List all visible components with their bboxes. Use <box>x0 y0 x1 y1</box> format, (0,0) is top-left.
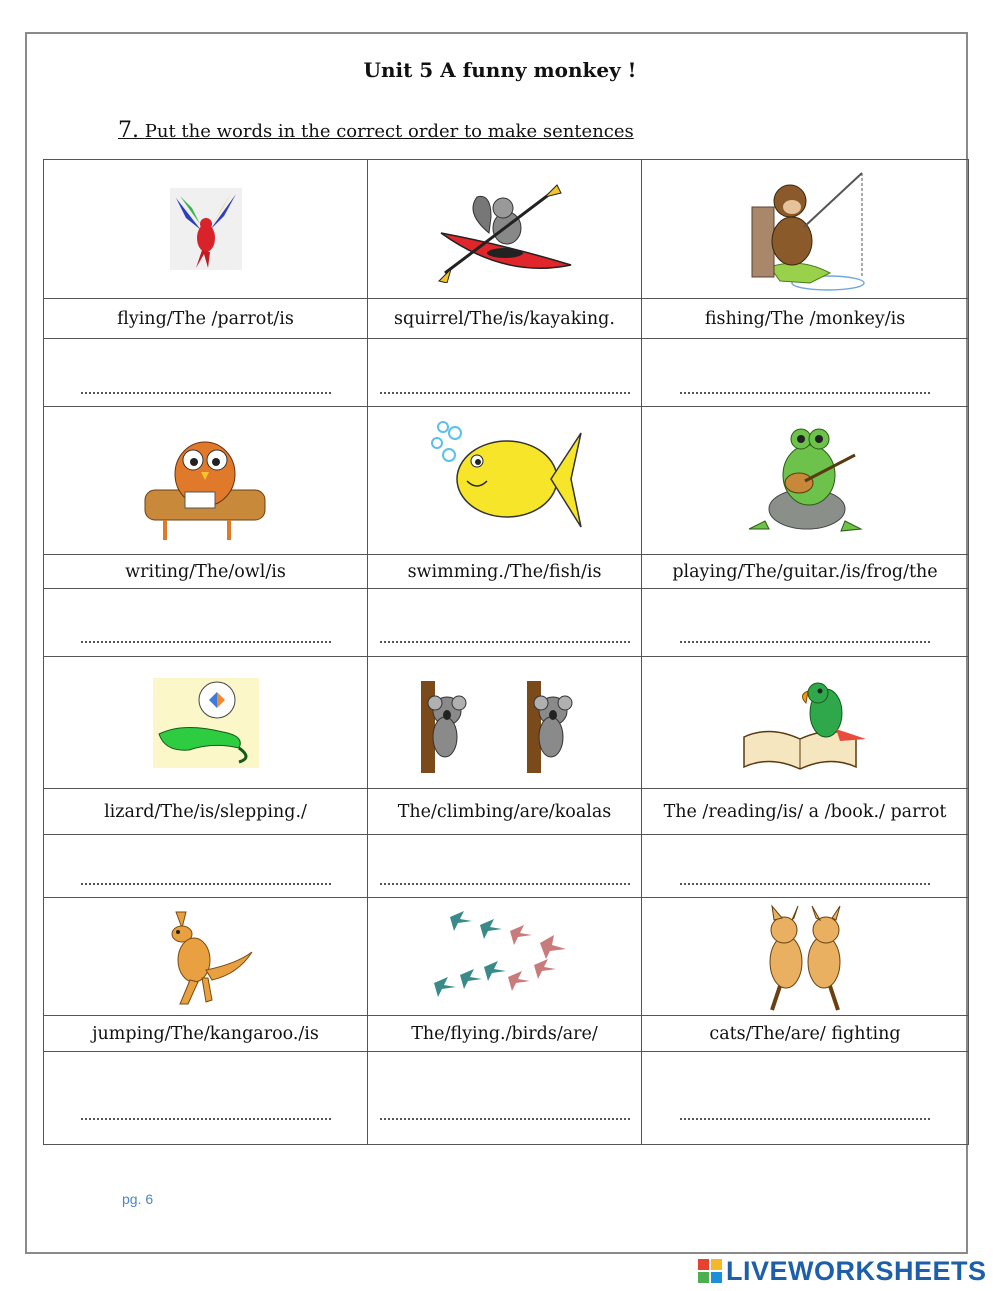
logo-icon <box>698 1259 722 1283</box>
scrambled-words: playing/The/guitar./is/frog/the <box>642 555 969 589</box>
fish-swimming-picture <box>425 419 585 543</box>
liveworksheets-logo <box>698 1257 987 1285</box>
answer-field[interactable] <box>44 339 368 407</box>
picture-cell <box>642 407 969 555</box>
picture-cell <box>44 160 368 299</box>
scrambled-words: The/climbing/are/koalas <box>368 789 642 835</box>
picture-cell <box>368 657 642 789</box>
monkey-fishing-picture <box>740 167 870 295</box>
picture-cell <box>642 657 969 789</box>
parrot-reading-picture <box>740 677 870 777</box>
scrambled-words: The /reading/is/ a /book./ parrot <box>642 789 969 835</box>
scrambled-words: writing/The/owl/is <box>44 555 368 589</box>
exercise-number: 7. <box>118 118 139 143</box>
page-number: pg. 6 <box>122 1191 154 1207</box>
scrambled-words: The/flying./birds/are/ <box>368 1016 642 1052</box>
answer-field[interactable] <box>368 589 642 657</box>
instruction-text: Put the words in the correct order to make sentences <box>144 121 634 142</box>
lizard-sleeping-picture <box>153 678 259 768</box>
picture-cell <box>44 898 368 1016</box>
answer-field[interactable] <box>44 1052 368 1145</box>
scrambled-words: squirrel/The/is/kayaking. <box>368 299 642 339</box>
answer-field[interactable] <box>642 339 969 407</box>
worksheet-title: Unit 5 A funny monkey ! <box>363 58 637 82</box>
parrot-flying-picture <box>166 188 246 270</box>
answer-field[interactable] <box>44 835 368 898</box>
scrambled-words: flying/The /parrot/is <box>44 299 368 339</box>
birds-flying-picture <box>420 907 590 1011</box>
picture-cell <box>642 160 969 299</box>
picture-cell <box>642 898 969 1016</box>
cats-fighting-picture <box>750 902 860 1014</box>
answer-field[interactable] <box>368 1052 642 1145</box>
instruction <box>118 118 634 143</box>
answer-field[interactable] <box>368 835 642 898</box>
answer-field[interactable] <box>368 339 642 407</box>
scrambled-words: jumping/The/kangaroo./is <box>44 1016 368 1052</box>
answer-field[interactable] <box>642 835 969 898</box>
answer-field[interactable] <box>44 589 368 657</box>
answer-field[interactable] <box>642 1052 969 1145</box>
scrambled-words: fishing/The /monkey/is <box>642 299 969 339</box>
picture-cell <box>368 898 642 1016</box>
picture-cell <box>44 657 368 789</box>
picture-cell <box>368 160 642 299</box>
scrambled-words: cats/The/are/ fighting <box>642 1016 969 1052</box>
squirrel-kayaking-picture <box>435 183 575 283</box>
koalas-climbing-picture <box>415 681 595 773</box>
logo-text: LIVEWORKSHEETS <box>726 1255 987 1286</box>
scrambled-words: lizard/The/is/slepping./ <box>44 789 368 835</box>
scrambled-words: swimming./The/fish/is <box>368 555 642 589</box>
owl-writing-picture <box>141 420 271 544</box>
answer-field[interactable] <box>642 589 969 657</box>
exercise-table <box>43 159 969 1145</box>
kangaroo-jumping-picture <box>156 908 256 1008</box>
picture-cell <box>44 407 368 555</box>
picture-cell <box>368 407 642 555</box>
frog-guitar-picture <box>745 425 865 539</box>
